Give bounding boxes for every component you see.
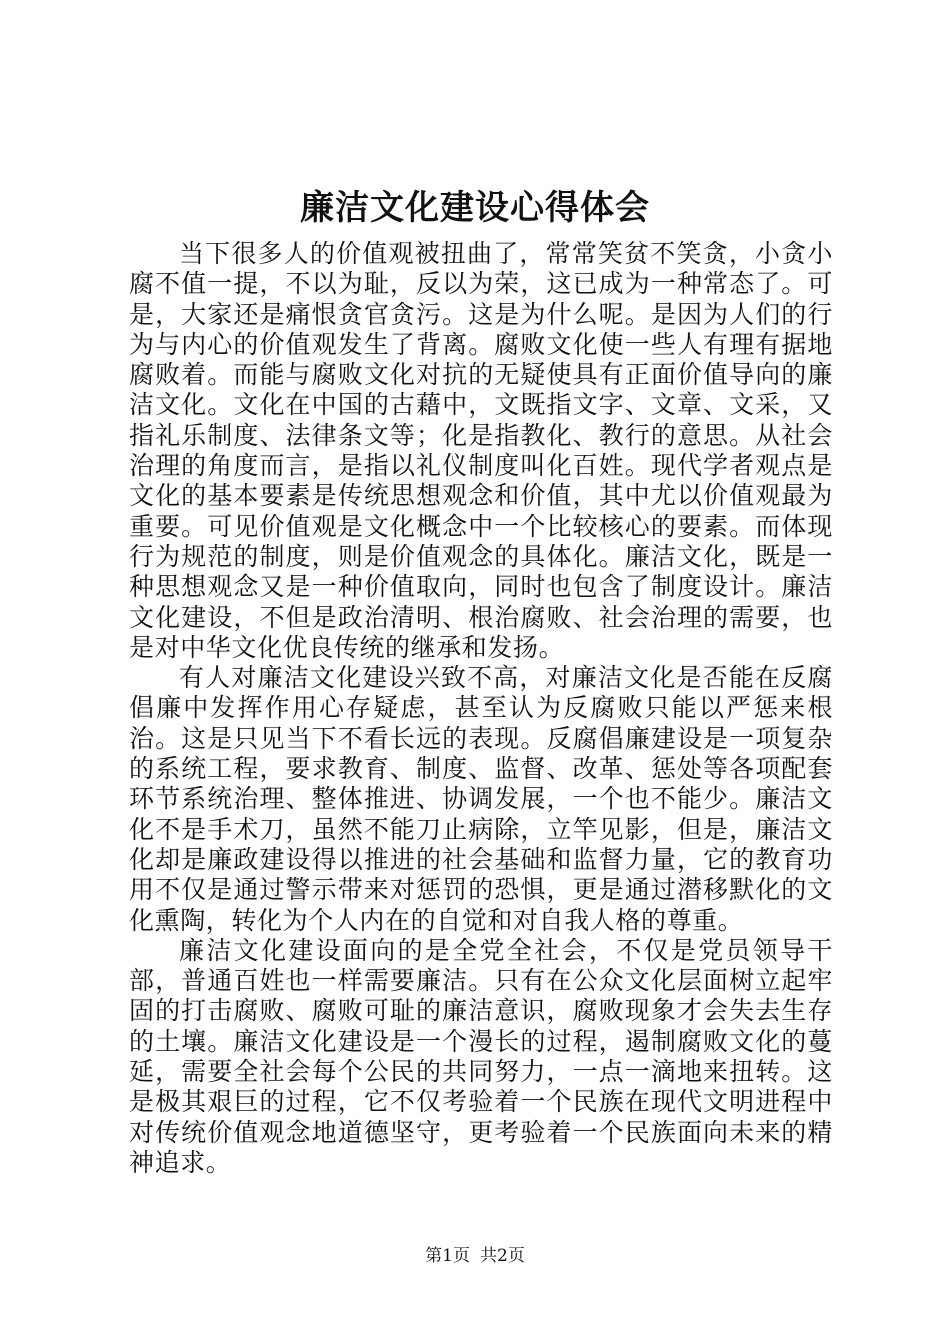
paragraph-2: 有人对廉洁文化建设兴致不高，对廉洁文化是否能在反腐倡廉中发挥作用心存疑虑，甚至认为反腐败只能以严惩来根治。这是只见当下不看长远的表现。反腐倡廉建设是一项复杂的系统工程，要求教育、制度、监督、改革、惩处等各项配套环节系统治理、整体推进、协调发展，一个也不能少。廉洁文化不是手术刀，虽然不能刀止病除，立竿见影，但是，廉洁文化却是廉政建设得以推进的社会基础和监督力量，它的教育功用不仅是通过警示带来对惩罚的恐惧，更是通过潜移默化的文化熏陶，转化为个人内在的自觉和对自我人格的尊重。 bbox=[129, 663, 833, 935]
page-number-current: 第1页 bbox=[425, 1246, 470, 1266]
page-number-total: 共2页 bbox=[480, 1246, 525, 1266]
document-body bbox=[129, 239, 833, 1178]
paragraph-3: 廉洁文化建设面向的是全党全社会，不仅是党员领导干部，普通百姓也一样需要廉洁。只有在公众文化层面树立起牢固的打击腐败、腐败可耻的廉洁意识，腐败现象才会失去生存的土壤。廉洁文化建设是一个漫长的过程，遏制腐败文化的蔓延，需要全社会每个公民的共同努力，一点一滴地来扭转。这是极其艰巨的过程，它不仅考验着一个民族在现代文明进程中对传统价值观念地道德坚守，更考验着一个民族面向未来的精神追求。 bbox=[129, 935, 833, 1177]
paragraph-1: 当下很多人的价值观被扭曲了，常常笑贫不笑贪，小贪小腐不值一提，不以为耻，反以为荣，这已成为一种常态了。可是，大家还是痛恨贪官贪污。这是为什么呢。是因为人们的行为与内心的价值观发生了背离。腐败文化使一些人有理有据地腐败着。而能与腐败文化对抗的无疑使具有正面价值导向的廉洁文化。文化在中国的古藉中，文既指文字、文章、文采，又指礼乐制度、法律条文等；化是指教化、教行的意思。从社会治理的角度而言，是指以礼仪制度叫化百姓。现代学者观点是文化的基本要素是传统思想观念和价值，其中尤以价值观最为重要。可见价值观是文化概念中一个比较核心的要素。而体现行为规范的制度，则是价值观念的具体化。廉洁文化，既是一种思想观念又是一种价值取向，同时也包含了制度设计。廉洁文化建设，不但是政治清明、根治腐败、社会治理的需要，也是对中华文化优良传统的继承和发扬。 bbox=[129, 239, 833, 662]
document-title: 廉洁文化建设心得体会 bbox=[300, 188, 650, 228]
page-footer bbox=[0, 1244, 950, 1268]
